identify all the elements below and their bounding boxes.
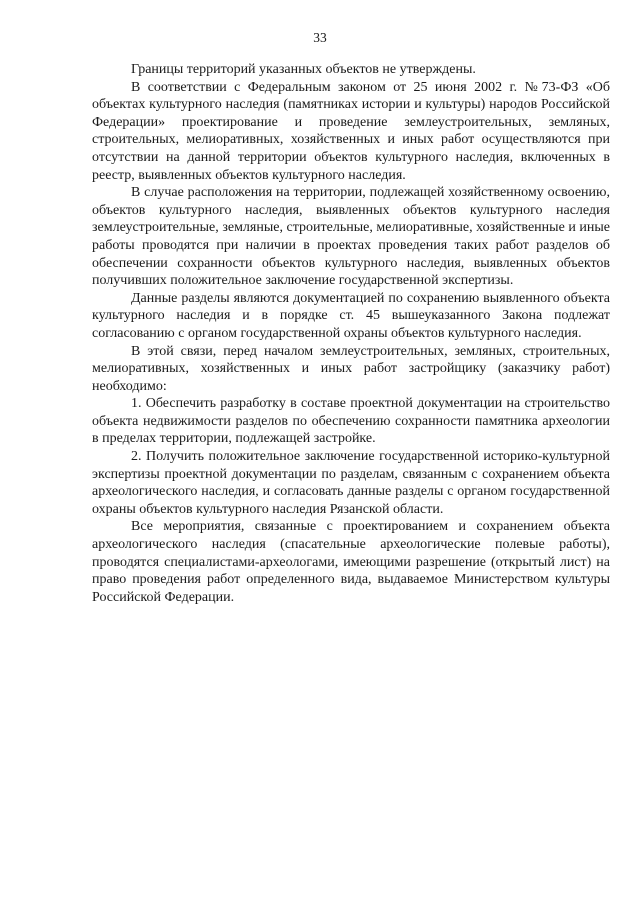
paragraph-territory-development: В случае расположения на территории, подлежащей хозяйственному освоению, объектов культурного наследия, выявленных объектов культурного наследия землеустроительные, земляные, строительные, мелиоративные, хозяйственные и иные работы проводятся при наличии в проектах проведения таких работ разделов об обеспечении сохранности объектов культурного наследия, выявленных объектов получивших положительное заключение государственной экспертизы. [92,185,610,289]
paragraph-boundaries: Границы территорий указанных объектов не утверждены. [131,62,476,77]
list-item-1: 1. Обеспечить разработку в составе проектной документации на строительство объекта недвижимости разделов по обеспечению сохранности памятника археологии в пределах территории, подлежащей застройке. [92,396,610,447]
paragraph-requirements-intro: В этой связи, перед началом землеустроительных, земляных, строительных, мелиоративных, хозяйственных и иных работ застройщику (заказчику работ) необходимо: [92,343,610,394]
paragraph-documentation: Данные разделы являются документацией по сохранению выявленного объекта культурного наследия и в порядке ст. 45 вышеуказанного Закона подлежат согласованию с органом государственной охраны объектов культурного наследия. [92,290,610,341]
page-number: 33 [313,30,327,45]
document-body [92,61,610,606]
paragraph-specialists: Все мероприятия, связанные с проектированием и сохранением объекта археологического наследия (спасательные археологические полевые работы), проводятся специалистами-археологами, имеющими разрешение (открытый лист) на право проведения работ определенного вида, выдаваемое Министерством культуры Российской Федерации. [92,519,610,605]
paragraph-federal-law: В соответствии с Федеральным законом от 25 июня 2002 г. №73-ФЗ «Об объектах культурного наследия (памятниках истории и культуры) народов Российской Федерации» проектирование и проведение землеустроительных, земляных, строительных, мелиоративных, хозяйственных и иных работ осуществляются при отсутствии на данной территории объектов культурного наследия, включенных в реестр, выявленных объектов культурного наследия. [92,79,610,183]
list-item-2: 2. Получить положительное заключение государственной историко-культурной экспертизы проектной документации по разделам, связанным с сохранением объекта археологического наследия, и согласовать данные разделы с органом государственной охраны объектов культурного наследия Рязанской области. [92,449,610,517]
